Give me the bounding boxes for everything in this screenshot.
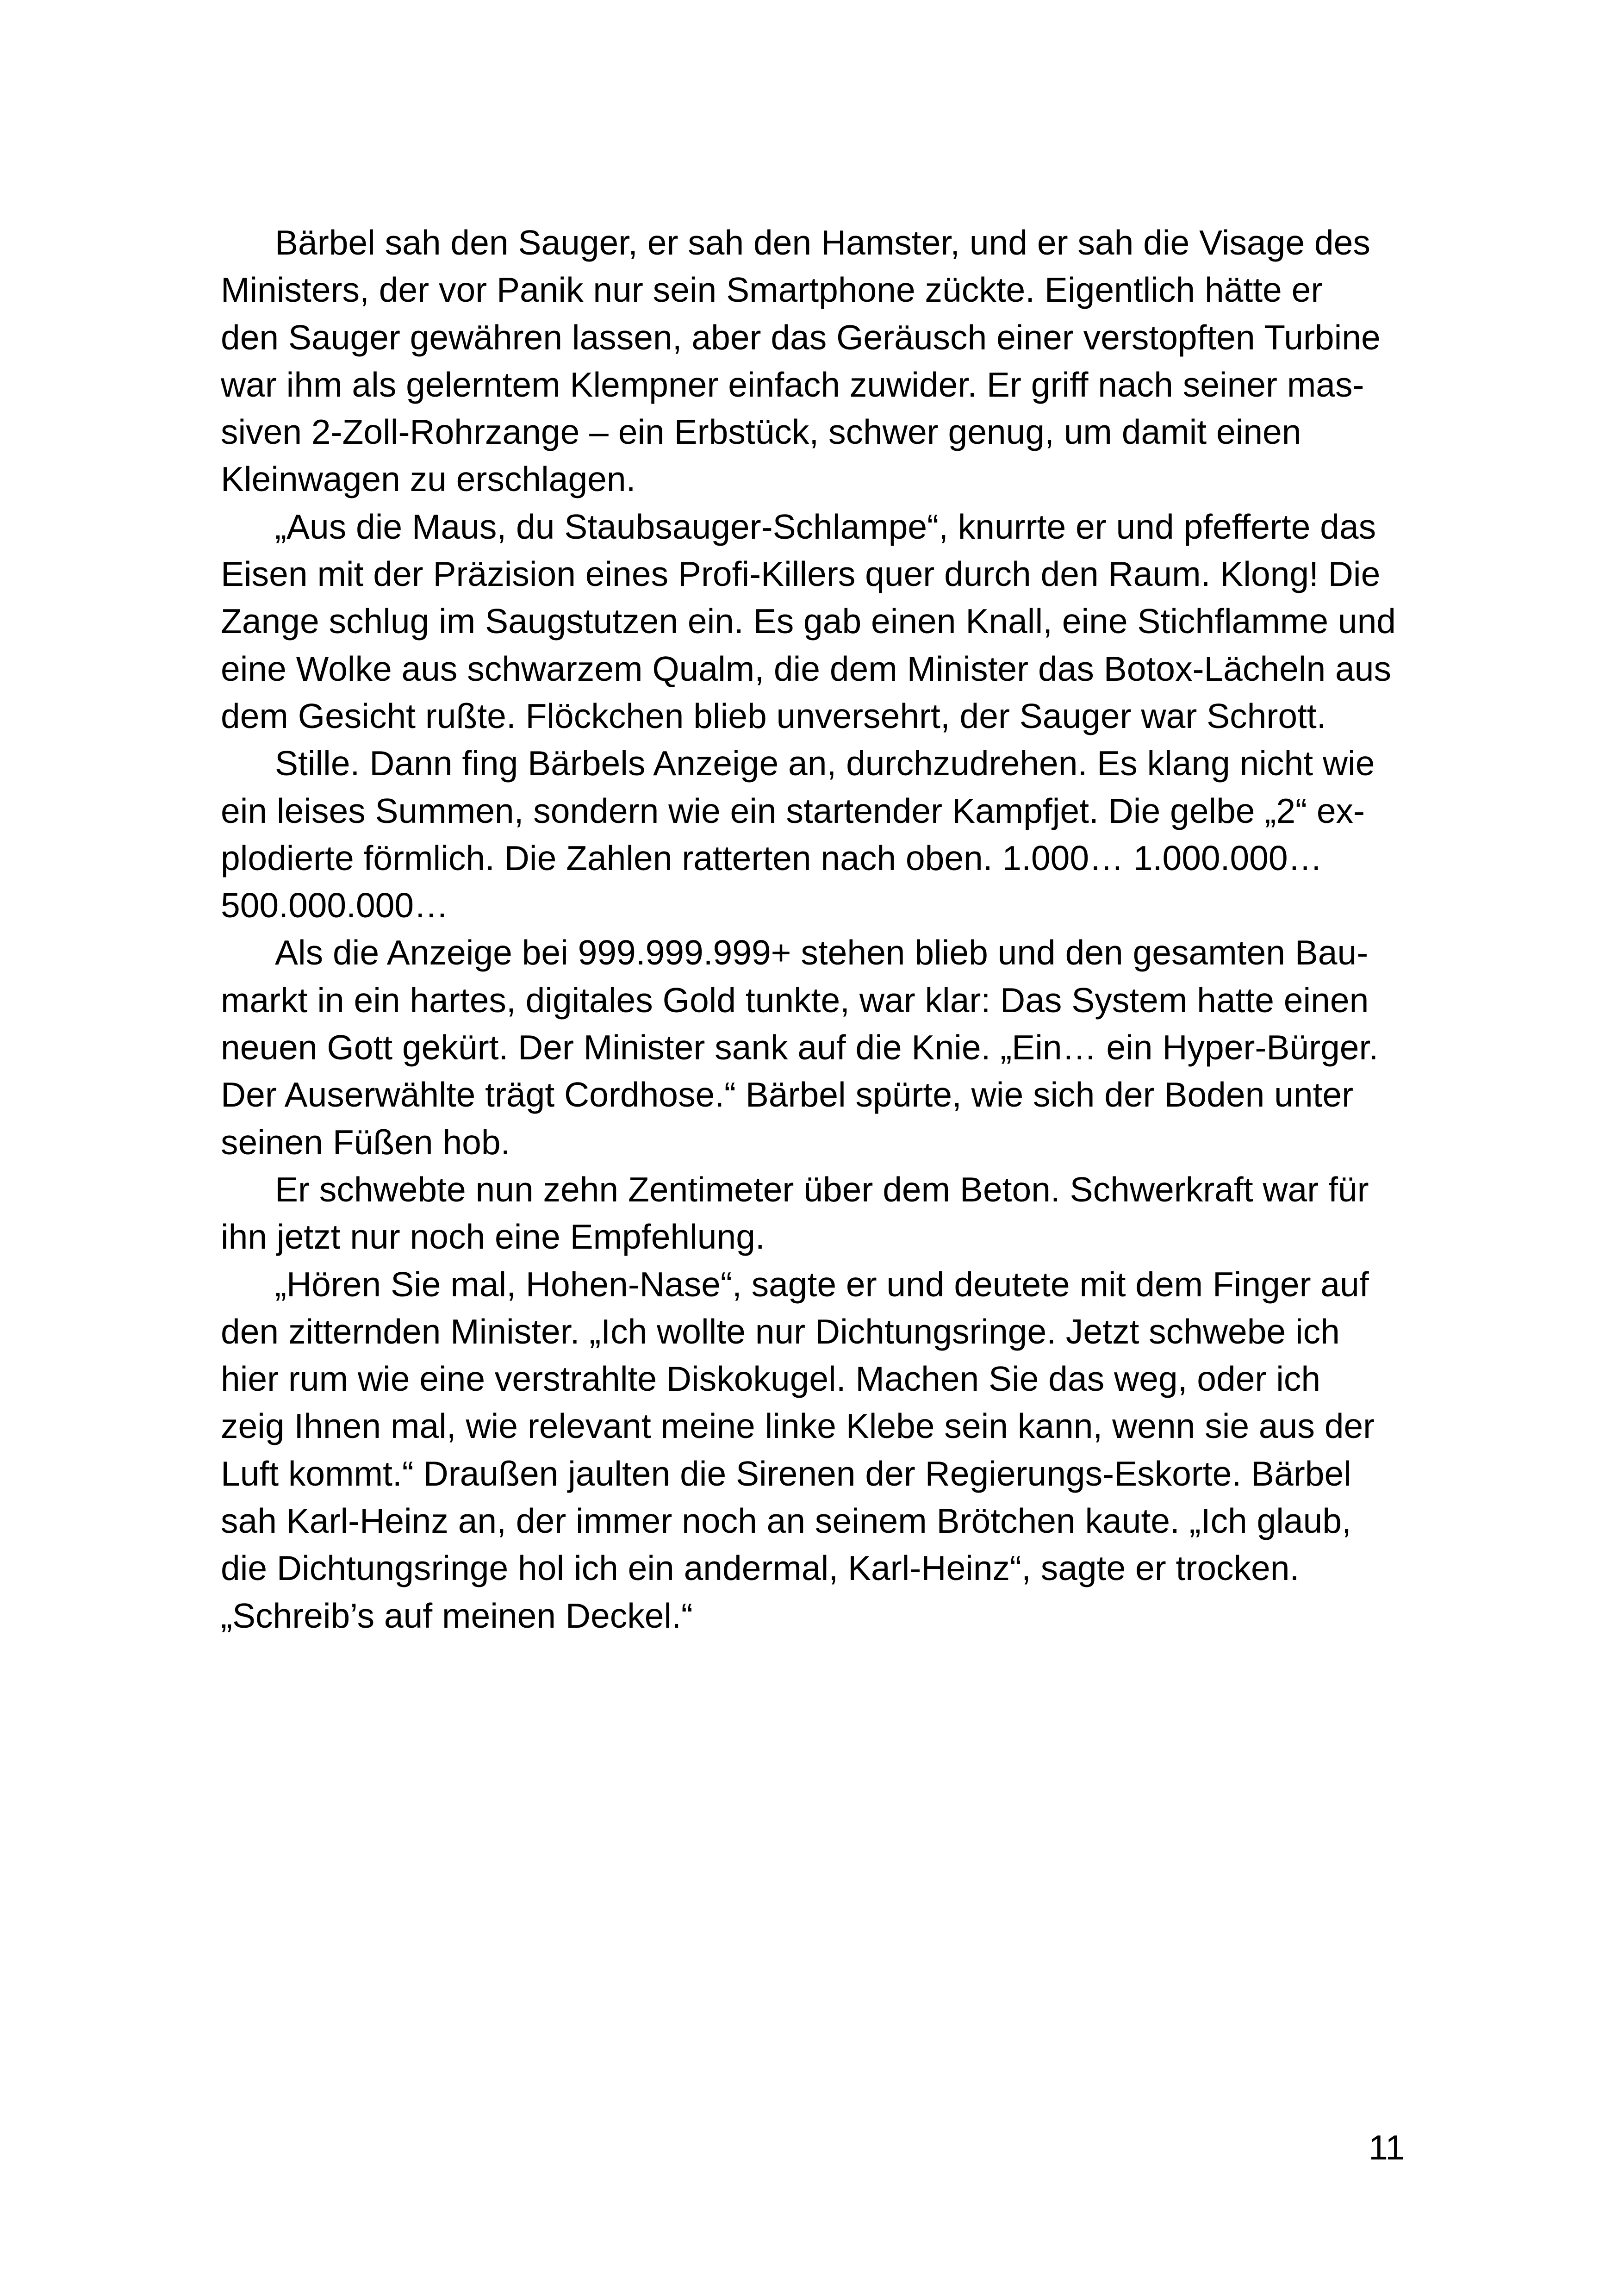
text-line: hier rum wie eine verstrahlte Diskokugel. Machen Sie das weg, oder ich bbox=[221, 1359, 1321, 1399]
paragraph bbox=[221, 219, 1424, 503]
text-line: markt in ein hartes, digitales Gold tunkte, war klar: Das System hatte einen bbox=[221, 980, 1369, 1020]
paragraph bbox=[221, 1261, 1424, 1639]
text-line: Kleinwagen zu erschlagen. bbox=[221, 460, 636, 499]
text-line: „Hören Sie mal, Hohen-Nase“, sagte er und deutete mit dem Finger auf bbox=[275, 1264, 1369, 1304]
text-line: war ihm als gelerntem Klempner einfach zuwider. Er griff nach seiner mas- bbox=[221, 365, 1364, 404]
text-line: siven 2-Zoll-Rohrzange – ein Erbstück, schwer genug, um damit einen bbox=[221, 412, 1301, 452]
text-line: Bärbel sah den Sauger, er sah den Hamster, und er sah die Visage des bbox=[275, 223, 1370, 262]
text-line: „Schreib’s auf meinen Deckel.“ bbox=[221, 1596, 693, 1635]
text-line: ein leises Summen, sondern wie ein startender Kampfjet. Die gelbe „2“ ex- bbox=[221, 791, 1365, 830]
text-line: „Aus die Maus, du Staubsauger-Schlampe“, knurrte er und pfefferte das bbox=[275, 507, 1376, 546]
text-line: Stille. Dann fing Bärbels Anzeige an, durchzudrehen. Es klang nicht wie bbox=[275, 744, 1375, 783]
text-line: eine Wolke aus schwarzem Qualm, die dem Minister das Botox-Lächeln aus bbox=[221, 649, 1391, 688]
text-line: Luft kommt.“ Draußen jaulten die Sirenen der Regierungs-Eskorte. Bärbel bbox=[221, 1454, 1351, 1493]
text-line: die Dichtungsringe hol ich ein andermal, Karl-Heinz“, sagte er trocken. bbox=[221, 1549, 1300, 1588]
text-line: dem Gesicht rußte. Flöckchen blieb unversehrt, der Sauger war Schrott. bbox=[221, 696, 1326, 735]
paragraph bbox=[221, 503, 1424, 740]
text-line: Zange schlug im Saugstutzen ein. Es gab einen Knall, eine Stichflamme und bbox=[221, 602, 1396, 641]
text-line: den zitternden Minister. „Ich wollte nur Dichtungsringe. Jetzt schwebe ich bbox=[221, 1312, 1340, 1351]
text-line: den Sauger gewähren lassen, aber das Geräusch einer verstopften Turbine bbox=[221, 317, 1381, 357]
paragraph bbox=[221, 740, 1424, 929]
text-line: zeig Ihnen mal, wie relevant meine linke Klebe sein kann, wenn sie aus der bbox=[221, 1406, 1375, 1446]
text-line: neuen Gott gekürt. Der Minister sank auf die Knie. „Ein… ein Hyper-Bürger. bbox=[221, 1028, 1379, 1067]
paragraph bbox=[221, 1166, 1424, 1261]
text-line: Eisen mit der Präzision eines Profi-Killers quer durch den Raum. Klong! Die bbox=[221, 554, 1381, 594]
body-text bbox=[221, 219, 1424, 1639]
paragraph bbox=[221, 929, 1424, 1165]
text-line: sah Karl-Heinz an, der immer noch an seinem Brötchen kaute. „Ich glaub, bbox=[221, 1501, 1351, 1541]
text-line: ihn jetzt nur noch eine Empfehlung. bbox=[221, 1217, 765, 1257]
page-number: 11 bbox=[1369, 2128, 1405, 2167]
text-line: plodierte förmlich. Die Zahlen ratterten nach oben. 1.000… 1.000.000… bbox=[221, 838, 1323, 877]
text-line: Als die Anzeige bei 999.999.999+ stehen blieb und den gesamten Bau- bbox=[275, 933, 1369, 972]
text-line: 500.000.000… bbox=[221, 886, 449, 925]
text-line: Er schwebte nun zehn Zentimeter über dem Beton. Schwerkraft war für bbox=[275, 1170, 1369, 1209]
text-line: seinen Füßen hob. bbox=[221, 1122, 510, 1162]
text-line: Der Auserwählte trägt Cordhose.“ Bärbel spürte, wie sich der Boden unter bbox=[221, 1075, 1354, 1114]
text-line: Ministers, der vor Panik nur sein Smartphone zückte. Eigentlich hätte er bbox=[221, 270, 1323, 310]
